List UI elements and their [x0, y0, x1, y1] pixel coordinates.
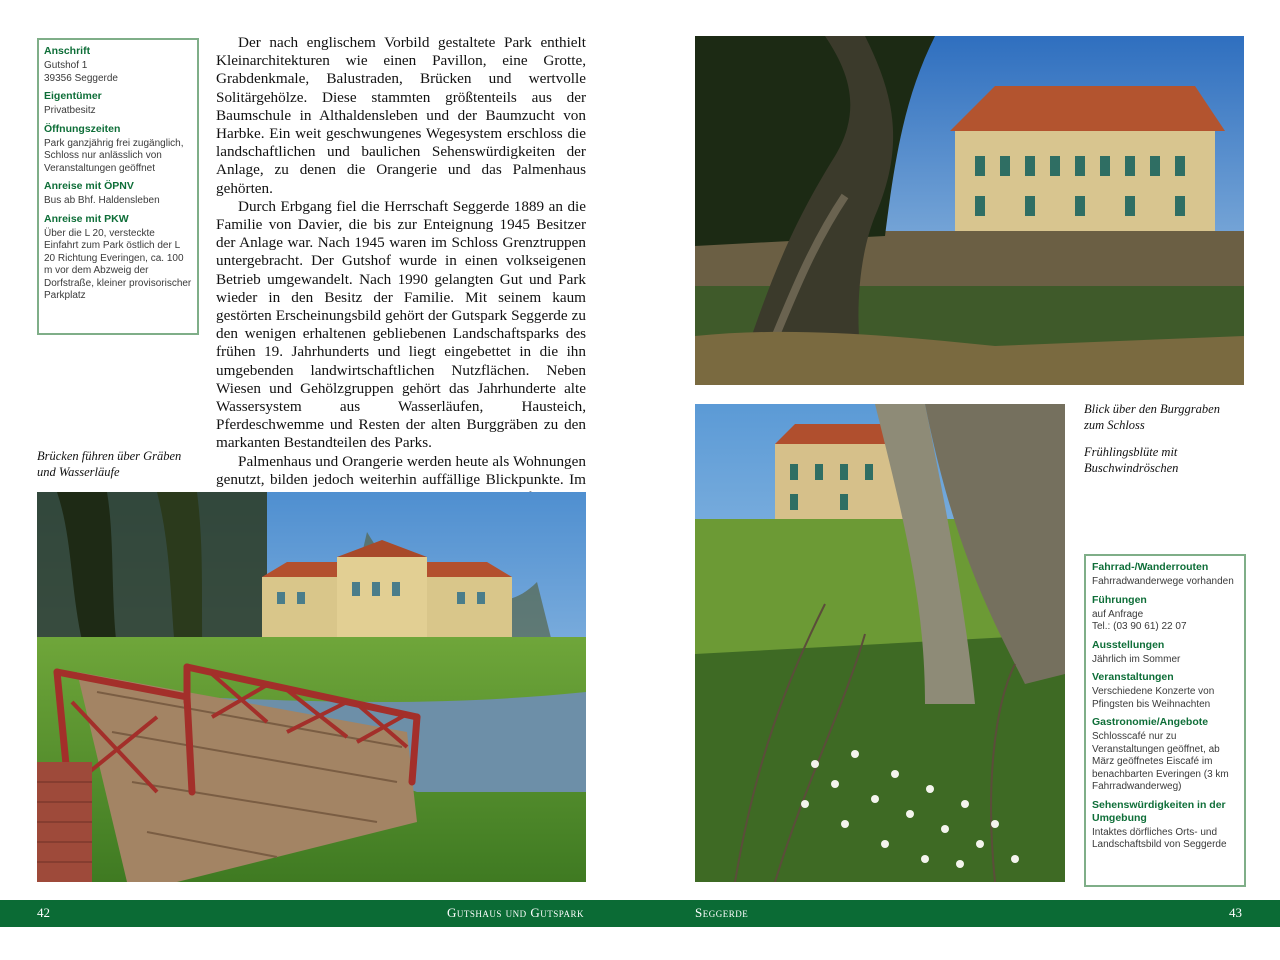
footer-bar-left	[0, 900, 640, 927]
bridge-photo	[37, 492, 586, 882]
bridge-photo-caption: Brücken führen über Gräben und Wasserläufe	[37, 449, 182, 479]
info-text: Jährlich im Sommer	[1092, 653, 1181, 665]
footer-bar-right	[640, 900, 1280, 927]
info-heading: Anschrift	[44, 45, 91, 57]
info-text: Privatbesitz	[44, 105, 96, 116]
info-text: Intaktes dörfliches Orts- und Landschaftsbild von Seggerde	[1092, 826, 1227, 850]
info-heading: Führungen	[1092, 593, 1147, 606]
services-info-box	[1084, 554, 1246, 887]
running-title: Gutshaus und Gutspark	[447, 905, 584, 920]
info-text: Über die L 20, versteckte Einfahrt zum Park östlich der L 20 Richtung Everingen, ca. 100 m vor dem Abzweig der Dorfstraße, kleiner provisorischer Parkplatz	[44, 227, 192, 301]
anemone-photo	[695, 404, 1065, 882]
info-heading: Öffnungszeiten	[44, 122, 121, 135]
info-heading: Veranstaltungen	[1092, 671, 1174, 683]
info-heading: Sehenswürdigkeiten in der Umgebung	[1092, 798, 1226, 824]
info-heading: Ausstellungen	[1092, 638, 1165, 651]
info-text: Gutshof 1 39356 Seggerde	[44, 60, 118, 84]
info-heading: Gastronomie/Angebote	[1092, 716, 1209, 728]
info-text: Bus ab Bhf. Haldensleben	[44, 195, 160, 206]
running-title: Seggerde	[695, 905, 749, 920]
paragraph: Palmenhaus und Orangerie werden heute als Wohnungen genutzt, bilden jedoch weiterhin auffällige Blickpunkte. Im	[216, 452, 586, 488]
info-heading: Anreise mit PKW	[44, 212, 129, 225]
info-text: Fahrradwanderwege vorhanden	[1092, 576, 1234, 587]
page-number: 42	[37, 905, 50, 920]
info-text: Schlosscafé nur zu Veranstaltungen geöffnet, ab März geöffnetes Eiscafé im benachbarten Everingen (3 km Fahrradwanderweg)	[1092, 731, 1229, 792]
right-page	[640, 0, 1280, 960]
castle-moat-photo	[695, 36, 1244, 385]
info-text: auf Anfrage Tel.: (03 90 61) 22 07	[1092, 608, 1187, 632]
info-text: Park ganzjährig frei zugänglich, Schloss nur anlässlich von Veranstaltungen geöffnet	[44, 137, 184, 174]
anemone-photo-caption: Frühlingsblüte mit Buschwindröschen	[1084, 445, 1179, 475]
info-text: Verschiedene Konzerte von Pfingsten bis Weihnachten	[1092, 686, 1215, 710]
paragraph: Durch Erbgang fiel die Herrschaft Seggerde 1889 an die Familie von Davier, die bis zur Enteignung 1945 Besitzer der Anlage war. Nach 1945 waren im Schloss Grenztruppen untergebracht. Der Gutshof wurde in einen volkseigenen Betrieb umgewandelt. Nach 1990 gelangten Gut und Park wieder in den Besitz der Familie. Mit seinem kaum gestörten Erscheinungsbild gehört der Gutspark Seggerde zu den wenigen erhaltenen gebliebenen Landschaftsparks des frühen 19. Jahrhunderts und liegt eingebettet in die ihn umgebenden landwirtschaftlichen Nutzflächen. Neben Wiesen und Gehölzgruppen gehört das Jahrhunderte alte Wassersystem aus Wasserläufen, Hausteich, Pferdeschwemme und Resten der alten Burggräben zu den markanten Bestandteilen des Parks.	[216, 197, 586, 452]
info-heading: Anreise mit ÖPNV	[44, 180, 134, 192]
castle-photo-caption: Blick über den Burggraben zum Schloss	[1084, 402, 1220, 432]
body-text	[216, 34, 586, 525]
info-heading: Eigentümer	[44, 90, 102, 102]
page-number: 43	[1229, 905, 1242, 920]
info-heading: Fahrrad-/Wanderrouten	[1092, 561, 1209, 573]
paragraph: Der nach englischem Vorbild gestaltete Park enthielt Kleinarchitekturen wie einen Pavillon, eine Grotte, Grabdenkmale, Balustraden, Brücken und wertvolle Solitärgehölze. Diese stammten größtenteils aus der Baumschule in Althaldensleben und der Baumzucht von Harbke. Ein weit geschwungenes Wegesystem erschloss die landschaftlichen und baulichen Sehenswürdigkeiten der Anlage, zu denen die Orangerie und das Palmenhaus gehörten.	[216, 34, 586, 197]
visitor-info-box	[37, 38, 199, 335]
